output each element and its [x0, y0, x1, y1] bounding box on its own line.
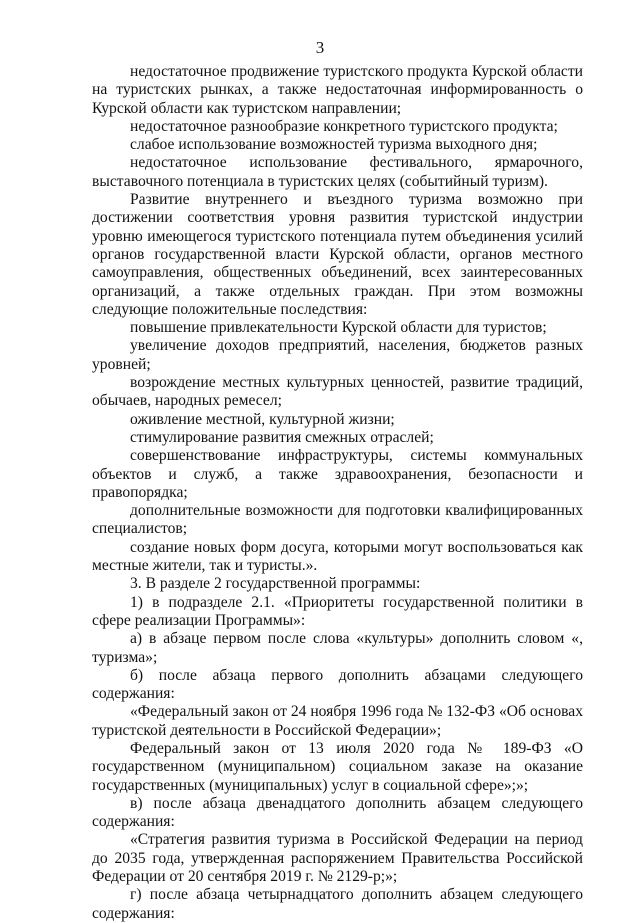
paragraph: возрождение местных культурных ценностей, развитие традиций, обычаев, народных ремесел;: [92, 374, 583, 410]
paragraph: Федеральный закон от 13 июля 2020 года № 189-ФЗ «О государственном (муниципальном) социальном заказе на оказание государственных (муниципальных) услуг в социальной сфере»;»;: [92, 739, 583, 794]
paragraph: слабое использование возможностей туризма выходного дня;: [130, 136, 538, 154]
paragraph: повышение привлекательности Курской области для туристов;: [130, 319, 547, 337]
paragraph: недостаточное разнообразие конкретного туристского продукта;: [130, 117, 558, 135]
paragraph: а) в абзаце первом после слова «культуры» дополнить словом «, туризма»;: [92, 630, 583, 666]
paragraph: г) после абзаца четырнадцатого дополнить абзацем следующего содержания:: [92, 886, 583, 922]
paragraph: совершенствование инфраструктуры, системы коммунальных объектов и служб, а также здравоохранения, безопасности и правопорядка;: [92, 447, 583, 501]
document-body: [92, 63, 583, 923]
paragraph: создание новых форм досуга, которыми могут воспользоваться как местные жители, так и туристы.».: [92, 538, 583, 575]
paragraph: б) после абзаца первого дополнить абзацами следующего содержания:: [92, 666, 583, 703]
paragraph: «Федеральный закон от 24 ноября 1996 года № 132-ФЗ «Об основах туристской деятельности в Российской Федерации»;: [92, 703, 583, 739]
paragraph: 1) в подразделе 2.1. «Приоритеты государственной политики в сфере реализации Программы»:: [92, 593, 583, 629]
paragraph: дополнительные возможности для подготовки квалифицированных специалистов;: [92, 502, 583, 538]
paragraph: в) после абзаца двенадцатого дополнить абзацем следующего содержания:: [92, 794, 583, 831]
paragraph: стимулирование развития смежных отраслей;: [130, 428, 434, 446]
paragraph: недостаточное продвижение туристского продукта Курской области на туристских рынках, а также недостаточная информированность о Курской области как туристском направлении;: [92, 63, 583, 117]
paragraph: оживление местной, культурной жизни;: [130, 410, 395, 428]
paragraph: 3. В разделе 2 государственной программы:: [130, 575, 421, 593]
paragraph: Развитие внутреннего и въездного туризма возможно при достижении соответствия уровня развития туристской индустрии уровню имеющегося туристского потенциала путем объединения усилий органов государственной власти Курской области, органов местного самоуправления, общественных объединений, всех заинтересованных организаций, а также отдельных граждан. При этом возможны следующие положительные последствия:: [92, 191, 583, 318]
page-number: 3: [315, 38, 325, 57]
paragraph: «Стратегия развития туризма в Российской Федерации на период до 2035 года, утвержденная распоряжением Правительства Российской Федерации от 20 сентября 2019 г. № 2129-р;»;: [92, 831, 583, 886]
paragraph: увеличение доходов предприятий, населения, бюджетов разных уровней;: [92, 337, 583, 373]
paragraph: недостаточное использование фестивального, ярмарочного, выставочного потенциала в туристских целях (событийный туризм).: [92, 154, 583, 190]
